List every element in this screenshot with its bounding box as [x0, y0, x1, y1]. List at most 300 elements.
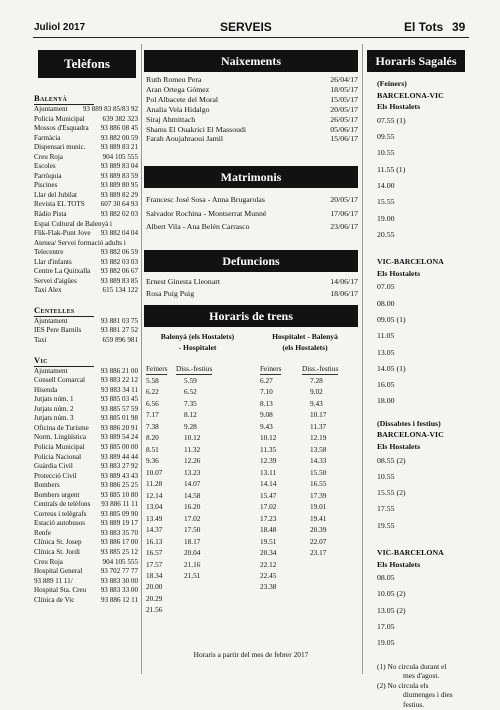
trens-time: 7.10 — [260, 387, 273, 397]
trens-row — [146, 490, 360, 501]
naixement-entry-name: Siraj Ahmittach — [146, 114, 196, 124]
phone-entry — [34, 153, 138, 163]
phone-entry — [34, 558, 138, 568]
phone-entry-name: Revista EL TOTS — [34, 200, 85, 209]
trens-time: 9.28 — [184, 421, 197, 431]
phone-entry-name: Oficina de Turisme — [34, 423, 89, 432]
column-rule — [141, 44, 142, 674]
defuncio-entry-name: Ernest Ginesta Lleonart — [146, 277, 221, 286]
phone-entry-name: Hospital General — [34, 567, 83, 576]
phone-entry — [34, 317, 138, 327]
trens-row — [146, 398, 360, 409]
trens-row — [146, 501, 360, 512]
sagales-time: 10.05 (2) — [377, 589, 406, 599]
sagales-stop: Els Hostalets — [377, 268, 421, 278]
phone-entry-number: 615 134 122 — [102, 286, 138, 295]
matrimoni-entry — [146, 207, 358, 221]
naixement-entry-date: 26/05/17 — [330, 114, 358, 124]
naixement-entry-date: 15/06/17 — [330, 134, 358, 144]
phone-entry-name: Clínica St. Jordi — [34, 547, 80, 556]
trens-row — [146, 444, 360, 455]
phone-entry-number: 93 889 82 29 — [100, 190, 138, 199]
phone-entry-name: IES Pere Barnils — [34, 326, 82, 335]
trens-time: 5.58 — [146, 376, 159, 385]
phone-entry-number: 904 105 555 — [102, 152, 138, 161]
defuncio-entry-date: 14/06/17 — [330, 277, 358, 286]
phone-entry — [34, 386, 138, 396]
phone-entry — [34, 443, 138, 453]
phone-entry — [34, 577, 138, 587]
trens-time: 21.56 — [146, 605, 163, 615]
phone-entry-name: Renfe — [34, 528, 51, 537]
phone-entry-number: 659 896 981 — [102, 336, 138, 345]
phone-entry-name: Ajuntament — [34, 366, 68, 375]
phone-entry — [34, 424, 138, 434]
phone-entry-name: Dispensari munic. — [34, 143, 86, 152]
sagales-route: VIC-BARCELONA — [377, 257, 444, 267]
trens-row — [146, 536, 360, 547]
phone-entry — [34, 258, 138, 268]
phone-entry-number: 93 889 83 59 — [100, 171, 138, 180]
naixements-list — [146, 75, 358, 144]
sagales-title-bar: Horaris Sagalés — [367, 50, 465, 72]
defuncio-entry-date: 18/06/17 — [330, 288, 358, 298]
sagales-time: 11.55 (1) — [377, 164, 406, 174]
phone-entry-name: Llar del Jubilat — [34, 190, 77, 199]
matrimonis-list — [146, 193, 358, 234]
phone-entry-name: Servei d'aigües — [34, 276, 77, 285]
phone-entry — [34, 326, 138, 336]
trens-time: 17.50 — [184, 525, 201, 535]
trens-time: 9.08 — [260, 410, 273, 420]
phone-entry-number: 93 883 22 12 — [100, 376, 138, 385]
phone-entry-number: 93 889 80 95 — [100, 181, 138, 190]
trens-time: 10.07 — [146, 467, 163, 477]
phone-entry-name: Policia Municipal — [34, 114, 85, 123]
trens-time: 18.34 — [146, 570, 163, 580]
trens-time: 22.07 — [310, 536, 327, 546]
trens-time: 20.34 — [260, 548, 277, 558]
sagales-time: 16.05 — [377, 380, 395, 390]
phone-entry — [34, 267, 138, 277]
trens-time: 11.28 — [146, 479, 163, 489]
phone-entry-number: 93 889 54 24 — [100, 433, 138, 442]
phone-entry — [34, 105, 138, 115]
sagales-time: 08.00 — [377, 298, 395, 308]
phone-entry-number: 904 105 555 — [102, 557, 138, 566]
sagales-time: 18.00 — [377, 396, 395, 406]
phone-entry — [34, 529, 138, 539]
column-rule — [362, 44, 363, 674]
trens-time: 7.17 — [146, 410, 159, 420]
naixement-entry — [146, 85, 358, 95]
trens-time: 6.27 — [260, 376, 273, 385]
phone-entry-number: 93 889 83 04 — [100, 162, 138, 171]
matrimoni-entry-date: 23/06/17 — [330, 222, 358, 232]
phone-entry — [34, 277, 138, 287]
phone-entry-name: Creu Roja — [34, 557, 63, 566]
phone-entry — [34, 510, 138, 520]
phone-entry — [34, 134, 138, 144]
phone-entry-name: Atenea/ Servei formació adults i — [34, 238, 126, 247]
phone-entry-number: 93 882 02 03 — [100, 210, 138, 219]
header-publication: El Tots — [404, 20, 444, 34]
naixement-entry-name: Shams El Ouakrici El Massoudi — [146, 124, 247, 134]
trens-title-bar: Horaris de trens — [144, 305, 358, 327]
trens-time: 19.01 — [310, 502, 327, 512]
trens-time: 10.12 — [260, 433, 277, 443]
trens-time: 14.58 — [184, 490, 201, 500]
phone-entry — [34, 462, 138, 472]
phone-entry-number: 93 885 01 98 — [100, 414, 138, 423]
phone-entry — [34, 143, 138, 153]
phone-entry-number: 93 885 10 80 — [100, 490, 138, 499]
trens-time: 6.52 — [184, 387, 197, 397]
phone-entry-number: 93 885 25 12 — [100, 547, 138, 556]
trens-time: 10.12 — [184, 433, 201, 443]
phone-entry-number: 93 883 30 00 — [100, 576, 138, 585]
phone-entry — [34, 200, 138, 210]
phone-entry — [34, 229, 138, 239]
trens-time: 9.43 — [310, 398, 323, 408]
telefons-section-heading: Vic — [34, 355, 94, 367]
trens-column-label: Diss.-festius — [302, 364, 339, 373]
sagales-day-type: (Feiners) — [377, 79, 407, 88]
sagales-time: 14.05 (1) — [377, 363, 406, 373]
phone-entry-name: Jutjats núm. 1 — [34, 395, 74, 404]
header-date: Juliol 2017 — [34, 22, 86, 33]
matrimonis-title-bar: Matrimonis — [144, 166, 358, 188]
trens-direction-1 — [144, 332, 251, 353]
trens-time: 11.35 — [260, 444, 277, 454]
phone-entry-number: 93 882 06 59 — [100, 248, 138, 257]
sagales-stop: Els Hostalets — [377, 102, 421, 112]
phone-entry-name: Creu Roja — [34, 152, 63, 161]
sagales-route: BARCELONA-VIC — [377, 430, 444, 440]
defuncions-list — [146, 276, 358, 299]
sagales-time: 10.55 — [377, 471, 395, 481]
trens-time: 12.19 — [310, 433, 327, 443]
trens-time: 17.39 — [310, 490, 327, 500]
trens-time: 17.02 — [260, 502, 277, 512]
defuncions-title-bar: Defuncions — [144, 250, 358, 272]
defuncio-entry — [146, 276, 358, 288]
naixement-entry-date: 26/04/17 — [330, 75, 358, 84]
phone-entry-name: Policia Nacional — [34, 452, 82, 461]
naixement-entry — [146, 115, 358, 125]
trens-column-label: Diss.-festius — [176, 364, 213, 373]
phone-entry-name: Jutjats núm. 2 — [34, 404, 74, 413]
phone-entry-number: 93 889 83 85 — [100, 276, 138, 285]
phone-entry-number: 93 886 25 25 — [100, 481, 138, 490]
phone-entry-name: Ràdio Pista — [34, 210, 67, 219]
trens-time: 8.12 — [184, 410, 197, 420]
trens-row — [146, 478, 360, 489]
trens-time: 13.58 — [310, 444, 327, 454]
phone-entry — [34, 367, 138, 377]
telefons-directory — [34, 88, 138, 605]
trens-row — [146, 455, 360, 466]
trens-time: 10.17 — [310, 410, 327, 420]
trens-time: 11.37 — [310, 421, 327, 431]
trens-time: 15.47 — [260, 490, 277, 500]
phone-entry — [34, 481, 138, 491]
phone-entry-number: 93 882 03 03 — [100, 257, 138, 266]
header-section: SERVEIS — [220, 20, 272, 34]
naixement-entry-date: 20/05/17 — [330, 104, 358, 114]
phone-entry — [34, 220, 138, 230]
phone-entry-number: 93 886 08 45 — [100, 124, 138, 133]
trens-row — [146, 409, 360, 420]
naixement-entry-name: Analia Vela Hidalgo — [146, 104, 210, 114]
defuncio-entry — [146, 288, 358, 300]
sagales-time: 08.05 — [377, 573, 395, 583]
naixement-entry — [146, 105, 358, 115]
phone-entry — [34, 500, 138, 510]
phone-entry-number: 93 889 19 17 — [100, 519, 138, 528]
phone-entry — [34, 124, 138, 134]
naixement-entry — [146, 95, 358, 105]
phone-entry — [34, 538, 138, 548]
trens-time: 20.00 — [146, 582, 163, 592]
telefons-section-heading: Balenyà — [34, 93, 94, 105]
phone-entry-name: Guàrdia Civil — [34, 462, 73, 471]
phone-entry-name: Jutjats núm. 3 — [34, 414, 74, 423]
phone-entry-number: 607 30 64 93 — [100, 200, 138, 209]
trens-time: 7.35 — [184, 398, 197, 408]
phone-entry — [34, 453, 138, 463]
sagales-time: 08.55 (2) — [377, 455, 406, 465]
phone-entry — [34, 405, 138, 415]
phone-entry-number: 93 881 27 52 — [100, 326, 138, 335]
trens-time: 6.22 — [146, 387, 159, 397]
sagales-time: 17.55 — [377, 504, 395, 514]
matrimoni-entry-name: Francesc José Sosa - Anna Brugarolas — [146, 195, 265, 204]
phone-entry-number: 93 885 00 00 — [100, 442, 138, 451]
phone-entry — [34, 181, 138, 191]
trens-time: 5.59 — [184, 376, 197, 385]
phone-entry — [34, 596, 138, 606]
spacer — [377, 534, 469, 547]
sagales-time: 19.00 — [377, 213, 395, 223]
defuncio-entry-name: Rosa Puig Puig — [146, 288, 195, 298]
sagales-notes — [377, 662, 469, 710]
phone-entry — [34, 548, 138, 558]
phone-entry — [34, 433, 138, 443]
phone-entry — [34, 210, 138, 220]
trens-time: 14.07 — [184, 479, 201, 489]
phone-entry-name: Clínica St. Josep — [34, 538, 82, 547]
phone-entry-number: 93 883 27 92 — [100, 462, 138, 471]
phone-entry-name: Llar d'infants — [34, 257, 72, 266]
phone-entry-number: 93 702 77 77 — [100, 567, 138, 576]
trens-direction-1-line: - Hospitalet — [178, 342, 217, 352]
phone-entry — [34, 239, 138, 249]
phone-entry-name: Policia Municipal — [34, 442, 85, 451]
trens-time: 21.51 — [184, 570, 201, 580]
trens-time: 23.38 — [260, 582, 277, 592]
trens-time: 16.57 — [146, 548, 163, 558]
trens-time: 13.04 — [146, 502, 163, 512]
trens-time: 13.49 — [146, 513, 163, 523]
trens-time: 14.37 — [146, 525, 163, 535]
phone-entry-number: 639 382 323 — [102, 114, 138, 123]
trens-time: 22.12 — [260, 559, 277, 569]
phone-entry-name: Bombers — [34, 481, 60, 490]
phone-entry — [34, 162, 138, 172]
trens-direction-2-line: Hospitalet - Balenyà — [272, 332, 338, 341]
trens-time: 8.20 — [146, 433, 159, 443]
matrimoni-entry-name: Albert Vila - Ana Belén Carrasco — [146, 222, 250, 232]
phone-entry-name: Correus i telègrafs — [34, 509, 87, 518]
trens-direction-2-line: (els Hostalets) — [282, 342, 328, 352]
trens-time: 17.23 — [260, 513, 277, 523]
phone-entry-number: 93 886 11 11 — [101, 500, 138, 509]
phone-entry-name: Hospital Sta. Creu — [34, 586, 87, 595]
phone-entry-number: 93 881 03 75 — [100, 316, 138, 325]
trens-time: 23.17 — [310, 548, 327, 558]
phone-entry-number: 93 882 00 59 — [100, 133, 138, 142]
header-rule — [33, 37, 469, 38]
phone-entry-number: 93 886 17 00 — [100, 538, 138, 547]
trens-footer: Horaris a partir del mes de febrer 2017 — [193, 650, 309, 659]
trens-row — [146, 547, 360, 558]
phone-entry-name: Telecentre — [34, 248, 64, 257]
sagales-time: 15.55 (2) — [377, 488, 406, 498]
trens-row — [146, 524, 360, 535]
trens-row — [146, 421, 360, 432]
trens-row — [146, 386, 360, 397]
phone-entry — [34, 376, 138, 386]
phone-entry-name: Taxi Alex — [34, 286, 62, 295]
trens-column-label: Feiners — [146, 364, 168, 373]
phone-entry — [34, 519, 138, 529]
trens-time: 16.20 — [184, 502, 201, 512]
phone-entry — [34, 336, 138, 346]
naixements-title-bar: Naixements — [144, 50, 358, 72]
phone-entry-number: 93 883 33 00 — [100, 586, 138, 595]
trens-row — [146, 559, 360, 570]
phone-entry — [34, 491, 138, 501]
phone-entry-name: Mossos d'Esquadra — [34, 124, 89, 133]
matrimoni-entry-name: Salvador Rochina - Montserrat Munné — [146, 208, 267, 218]
trens-row — [146, 604, 360, 615]
sagales-day-type: (Dissabtes i festius) — [377, 418, 441, 428]
phone-entry-number: 93 889 43 43 — [100, 471, 138, 480]
phone-entry-name: Taxi — [34, 336, 47, 345]
phone-entry-number: 93 882 06 67 — [100, 267, 138, 276]
phone-entry — [34, 115, 138, 125]
sagales-time: 19.55 — [377, 520, 395, 530]
phone-entry-number: 93 886 12 11 — [101, 595, 138, 604]
trens-time: 18.48 — [260, 525, 277, 535]
spacer — [377, 243, 469, 256]
naixement-entry-date: 18/05/17 — [330, 84, 358, 94]
sagales-stop: Els Hostalets — [377, 559, 421, 569]
telefons-title-bar: Telèfons — [38, 50, 136, 78]
trens-time: 13.11 — [260, 467, 277, 477]
trens-time: 17.57 — [146, 559, 163, 569]
phone-entry — [34, 248, 138, 258]
sagales-time: 07.55 (1) — [377, 115, 406, 125]
phone-entry-number: 93 883 34 11 — [101, 385, 138, 394]
trens-row — [146, 467, 360, 478]
phone-entry-name: Clínica de Vic — [34, 595, 75, 604]
trens-timetable — [146, 364, 360, 616]
naixement-entry-name: Pol Albacete del Moral — [146, 94, 219, 104]
phone-entry — [34, 191, 138, 201]
trens-row — [146, 581, 360, 592]
phone-entry-name: Piscines — [34, 181, 58, 190]
phone-entry-number: 93 885 09 90 — [100, 509, 138, 518]
trens-time: 11.32 — [184, 444, 201, 454]
trens-time: 9.43 — [260, 421, 273, 431]
sagales-time: 09.05 (1) — [377, 314, 406, 324]
phone-entry-name: Flik-Flak-Punt Jove — [34, 229, 91, 238]
matrimoni-entry-date: 20/05/17 — [330, 195, 358, 204]
telefons-section-heading: Centelles — [34, 305, 94, 317]
phone-entry-name: 93 889 11 11/ — [34, 576, 73, 585]
trens-row — [146, 570, 360, 581]
phone-entry-name: Bombers urgent — [34, 490, 80, 499]
sagales-note-line: diumenges i dies festius. — [403, 690, 453, 710]
trens-row — [146, 432, 360, 443]
trens-column-labels — [146, 364, 360, 375]
naixement-entry-name: Ruth Romeu Pera — [146, 75, 202, 84]
phone-entry-name: Ajuntament — [34, 105, 68, 113]
sagales-timetable — [377, 78, 469, 710]
naixement-entry — [146, 75, 358, 85]
trens-time: 16.55 — [310, 479, 327, 489]
sagales-time: 07.05 — [377, 282, 395, 292]
sagales-stop: Els Hostalets — [377, 441, 421, 451]
sagales-note-line: (1) No circula durant el — [377, 661, 447, 671]
trens-row — [146, 593, 360, 604]
trens-time: 14.14 — [260, 479, 277, 489]
phone-entry-name: Espai Cultural de Balenyà i — [34, 219, 113, 228]
sagales-note-line: (2) No circula els — [377, 680, 429, 690]
phone-entry — [34, 586, 138, 596]
trens-time: 8.13 — [260, 398, 273, 408]
header-page-number: 39 — [452, 20, 466, 34]
trens-time: 8.51 — [146, 444, 159, 454]
phone-entry-name: Estació autobusos — [34, 519, 86, 528]
naixement-entry — [146, 134, 358, 144]
phone-entry-number: 93 885 03 45 — [100, 395, 138, 404]
sagales-time: 19.05 — [377, 638, 395, 648]
naixement-entry-date: 15/05/17 — [330, 94, 358, 104]
trens-time: 20.29 — [146, 593, 163, 603]
phone-entry-number: 93 883 35 70 — [100, 528, 138, 537]
trens-time: 19.41 — [310, 513, 327, 523]
phone-entry — [34, 414, 138, 424]
phone-entry-name: Centrals de telèfons — [34, 500, 91, 509]
sagales-time: 13.05 — [377, 347, 395, 357]
trens-time: 21.16 — [184, 559, 201, 569]
sagales-time: 11.05 — [377, 331, 395, 341]
trens-time: 20.39 — [310, 525, 327, 535]
sagales-time: 10.55 — [377, 148, 395, 158]
phone-entry-name: Hisenda — [34, 385, 58, 394]
phone-entry-number: 93 889 44 44 — [100, 452, 138, 461]
phone-entry-number: 93 886 21 00 — [100, 366, 138, 375]
phone-entry-name: Ajuntament — [34, 316, 68, 325]
phone-entry-number: 93 889 83 85/83 92 — [82, 105, 138, 113]
sagales-time: 13.05 (2) — [377, 605, 406, 615]
trens-time: 19.51 — [260, 536, 277, 546]
phone-entry-number: 93 886 20 91 — [100, 423, 138, 432]
sagales-time: 15.55 — [377, 197, 395, 207]
